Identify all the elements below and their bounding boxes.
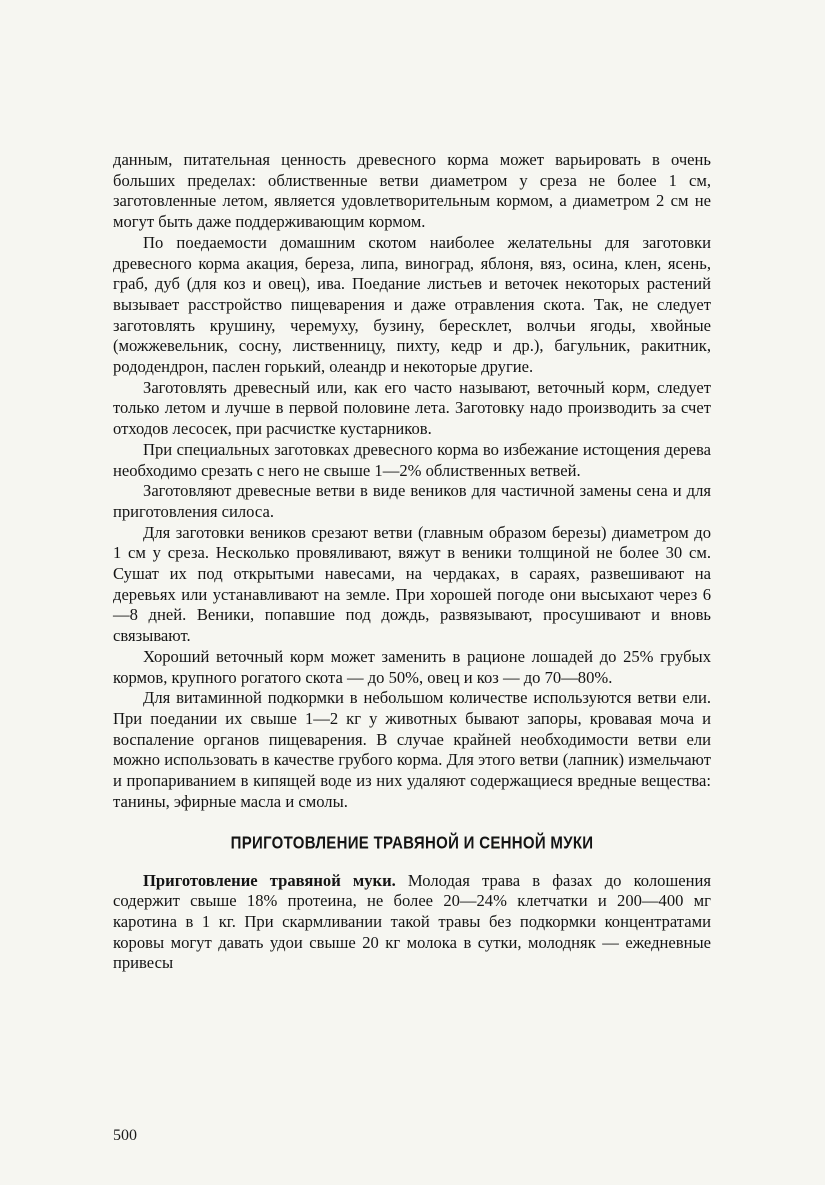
paragraph: При специальных заготовках древесного корма во избежание истощения дерева необходимо срезать с него не свыше 1—2% облиственных ветвей. — [113, 439, 711, 480]
paragraph: данным, питательная ценность древесного корма может варьировать в очень больших пределах: облиственные ветви диаметром у среза не более 1 см, заготовленные летом, является удовлетворительным кормом, а диаметром 2 см не могут быть даже поддерживающим кормом. — [113, 150, 711, 232]
paragraph-text: Молодая трава в фазах до колошения содержит свыше 18% протеина, не более 20—24% клетчатки и 200—400 мг каротина в 1 кг. При скармливании такой травы без подкормки концентратами коровы могут давать удои свыше 20 кг молока в сутки, молодняк — ежедневные привесы — [113, 870, 711, 973]
paragraph: По поедаемости домашним скотом наиболее желательны для заготовки древесного корма акация, береза, липа, виноград, яблоня, вяз, осина, клен, ясень, граб, дуб (для коз и овец), ива. Поедание листьев и веточек некоторых растений вызывает расстройство пищеварения и даже отравления скота. Так, не следует заготовлять крушину, черемуху, бузину, бересклет, волчьи ягоды, хвойные (можжевельник, сосну, лиственницу, пихту, кедр и др.), багульник, ракитник, рододендрон, паслен горький, олеандр и некоторые другие. — [113, 232, 711, 377]
run-in-title: Приготовление травяной муки. — [143, 870, 396, 890]
section-heading: ПРИГОТОВЛЕНИЕ ТРАВЯНОЙ И СЕННОЙ МУКИ — [230, 833, 594, 853]
paragraph-with-run-in-title — [113, 871, 711, 975]
page-number: 500 — [113, 1127, 137, 1144]
paragraph: Хороший веточный корм может заменить в рационе лошадей до 25% грубых кормов, крупного рогатого скота — до 50%, овец и коз — до 70—80%. — [113, 646, 711, 687]
paragraph: Заготовляют древесные ветви в виде веников для частичной замены сена и для приготовления силоса. — [113, 481, 711, 521]
paragraph: Для витаминной подкормки в небольшом количестве используются ветви ели. При поедании их свыше 1—2 кг у животных бывают запоры, кровавая моча и воспаление органов пищеварения. В случае крайней необходимости ветви ели можно использовать в качестве грубого корма. Для этого ветви (лапник) измельчают и пропариванием в кипящей воде из них удаляют содержащиеся вредные вещества: танины, эфирные масла и смолы. — [113, 688, 711, 811]
paragraph: Для заготовки веников срезают ветви (главным образом березы) диаметром до 1 см у среза. Несколько провяливают, вяжут в веники толщиной не более 30 см. Сушат их под открытыми навесами, на чердаках, в сараях, развешивают на деревьях или устанавливают на земле. При хорошей погоде они высыхают через 6—8 дней. Веники, попавшие под дождь, развязывают, просушивают и вновь связывают. — [113, 522, 711, 646]
paragraph: Заготовлять древесный или, как его часто называют, веточный корм, следует только летом и лучше в первой половине лета. Заготовку надо производить за счет отходов лесосек, при расчистке кустарников. — [113, 377, 711, 439]
body-text — [113, 150, 711, 974]
